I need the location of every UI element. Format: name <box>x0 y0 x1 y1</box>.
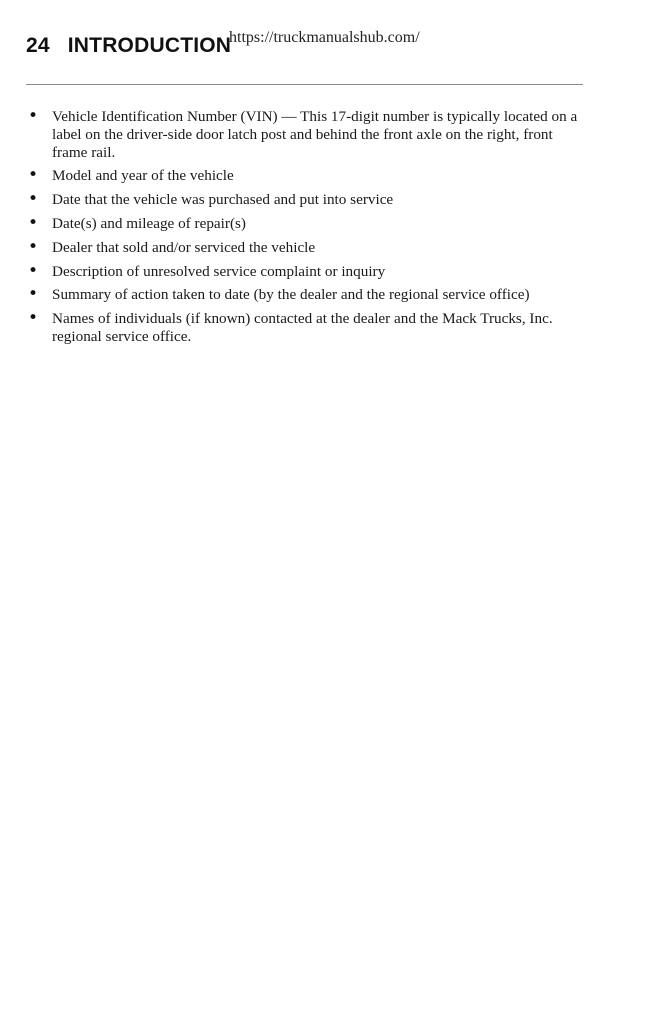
section-title: INTRODUCTION <box>67 34 232 57</box>
requirements-list <box>26 108 586 352</box>
page-header <box>26 34 231 58</box>
list-item <box>26 108 586 161</box>
bullet-icon: • <box>28 189 39 210</box>
list-item <box>26 167 586 185</box>
page-number: 24 <box>26 34 50 57</box>
list-item <box>26 191 586 209</box>
watermark-url: https://truckmanualshub.com/ <box>229 29 420 46</box>
list-item-text: Names of individuals (if known) contacted at the dealer and the Mack Trucks, Inc. regional service office. <box>52 310 553 345</box>
list-item <box>26 286 586 304</box>
list-item-text: Vehicle Identification Number (VIN) — This 17-digit number is typically located on a label on the driver-side door latch post and behind the front axle on the right, front frame rail. <box>52 108 578 161</box>
list-item-text: Model and year of the vehicle <box>52 167 234 185</box>
list-item <box>26 310 586 346</box>
bullet-icon: • <box>28 236 39 257</box>
list-item <box>26 236 586 257</box>
list-item-text: Dealer that sold and/or serviced the vehicle <box>52 238 316 256</box>
list-item-text: Date that the vehicle was purchased and put into service <box>52 191 394 209</box>
bullet-icon: • <box>28 308 39 329</box>
bullet-icon: • <box>28 212 39 233</box>
bullet-icon: • <box>28 260 39 281</box>
list-item <box>26 212 586 233</box>
list-item-text: Summary of action taken to date (by the dealer and the regional service office) <box>52 286 530 304</box>
bullet-icon: • <box>28 165 39 186</box>
list-item <box>26 260 586 281</box>
list-item-text: Description of unresolved service complaint or inquiry <box>52 262 386 280</box>
list-item-text: Date(s) and mileage of repair(s) <box>52 214 246 232</box>
bullet-icon: • <box>28 106 39 126</box>
header-divider <box>26 84 583 85</box>
bullet-icon: • <box>28 284 39 305</box>
